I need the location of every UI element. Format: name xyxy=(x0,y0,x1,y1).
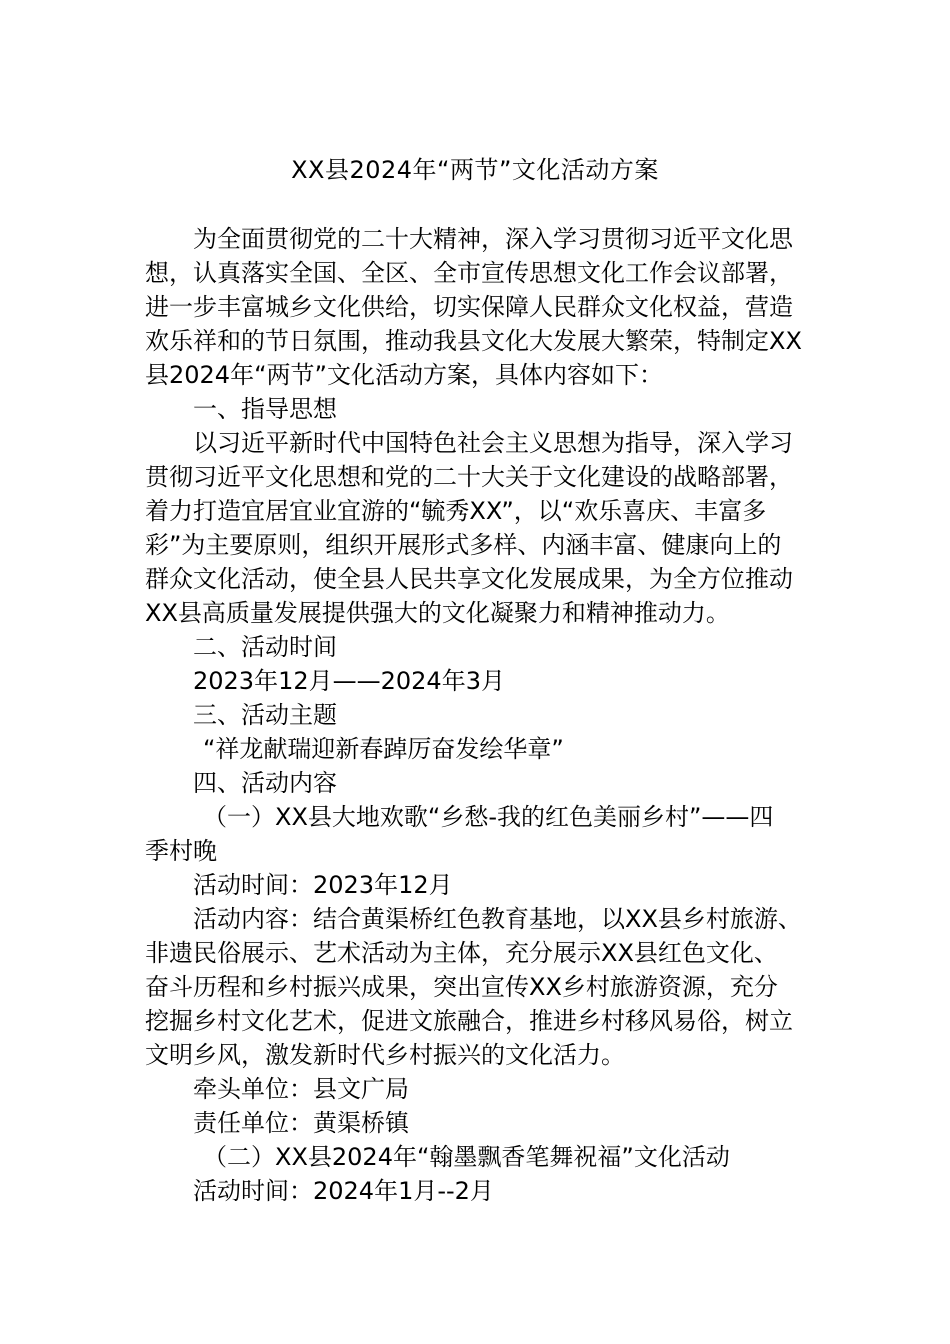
text-line: “祥龙献瑞迎新春踔厉奋发绘华章” xyxy=(203,735,564,763)
text-line: 县2024年“两节”文化活动方案，具体内容如下： xyxy=(145,361,663,389)
text-line: 着力打造宜居宜业宜游的“毓秀XX”，以“欢乐喜庆、丰富多 xyxy=(145,497,767,525)
text-line: （二）XX县2024年“翰墨飘香笔舞祝福”文化活动 xyxy=(203,1143,730,1171)
item2-time xyxy=(145,1174,810,1208)
text-line: 为全面贯彻党的二十大精神，深入学习贯彻习近平文化思 xyxy=(193,225,793,253)
item1-title xyxy=(145,800,810,868)
section-heading xyxy=(145,766,810,800)
text-line: 责任单位：黄渠桥镇 xyxy=(193,1109,409,1137)
document-body xyxy=(145,222,810,1208)
text-line: 奋斗历程和乡村振兴成果，突出宣传XX乡村旅游资源，充分 xyxy=(145,973,778,1001)
text-line: 以习近平新时代中国特色社会主义思想为指导，深入学习 xyxy=(193,429,793,457)
text-line: 彩”为主要原则，组织开展形式多样、内涵丰富、健康向上的 xyxy=(145,531,782,559)
text-line: 季村晚 xyxy=(145,837,217,865)
text-line: 2023年12月——2024年3月 xyxy=(193,667,505,695)
section-heading-guiding-thought: 一、指导思想 xyxy=(193,395,337,423)
text-line: 群众文化活动，使全县人民共享文化发展成果，为全方位推动 xyxy=(145,565,793,593)
section-heading xyxy=(145,630,810,664)
text-line: 牵头单位：县文广局 xyxy=(193,1075,409,1103)
text-line: 非遗民俗展示、艺术活动为主体，充分展示XX县红色文化、 xyxy=(145,939,778,967)
activity-time-paragraph xyxy=(145,664,810,698)
section-heading-activity-time: 二、活动时间 xyxy=(193,633,337,661)
text-line: 活动时间：2024年1月--2月 xyxy=(193,1177,494,1205)
item2-title xyxy=(145,1140,810,1174)
text-line: 想，认真落实全国、全区、全市宣传思想文化工作会议部署， xyxy=(145,259,793,287)
text-line: 欢乐祥和的节日氛围，推动我县文化大发展大繁荣，特制定XX xyxy=(145,327,802,355)
intro-paragraph xyxy=(145,222,810,392)
document-title: XX县2024年“两节”文化活动方案 xyxy=(291,156,659,184)
text-line: 活动内容：结合黄渠桥红色教育基地，以XX县乡村旅游、 xyxy=(193,905,802,933)
section-heading xyxy=(145,698,810,732)
item1-responsible-unit xyxy=(145,1106,810,1140)
guiding-thought-paragraph xyxy=(145,426,810,630)
section-heading-activity-theme: 三、活动主题 xyxy=(193,701,337,729)
text-line: 挖掘乡村文化艺术，促进文旅融合，推进乡村移风易俗，树立 xyxy=(145,1007,793,1035)
section-heading xyxy=(145,392,810,426)
text-line: 活动时间：2023年12月 xyxy=(193,871,453,899)
text-line: XX县高质量发展提供强大的文化凝聚力和精神推动力。 xyxy=(145,599,730,627)
item1-lead-unit xyxy=(145,1072,810,1106)
text-line: 文明乡风，激发新时代乡村振兴的文化活力。 xyxy=(145,1041,625,1069)
item1-time xyxy=(145,868,810,902)
text-line: （一）XX县大地欢歌“乡愁-我的红色美丽乡村”——四 xyxy=(203,803,774,831)
text-line: 贯彻习近平文化思想和党的二十大关于文化建设的战略部署， xyxy=(145,463,793,491)
text-line: 进一步丰富城乡文化供给，切实保障人民群众文化权益，营造 xyxy=(145,293,793,321)
item1-content xyxy=(145,902,810,1072)
activity-theme-paragraph xyxy=(145,732,810,766)
section-heading-activity-content: 四、活动内容 xyxy=(193,769,337,797)
